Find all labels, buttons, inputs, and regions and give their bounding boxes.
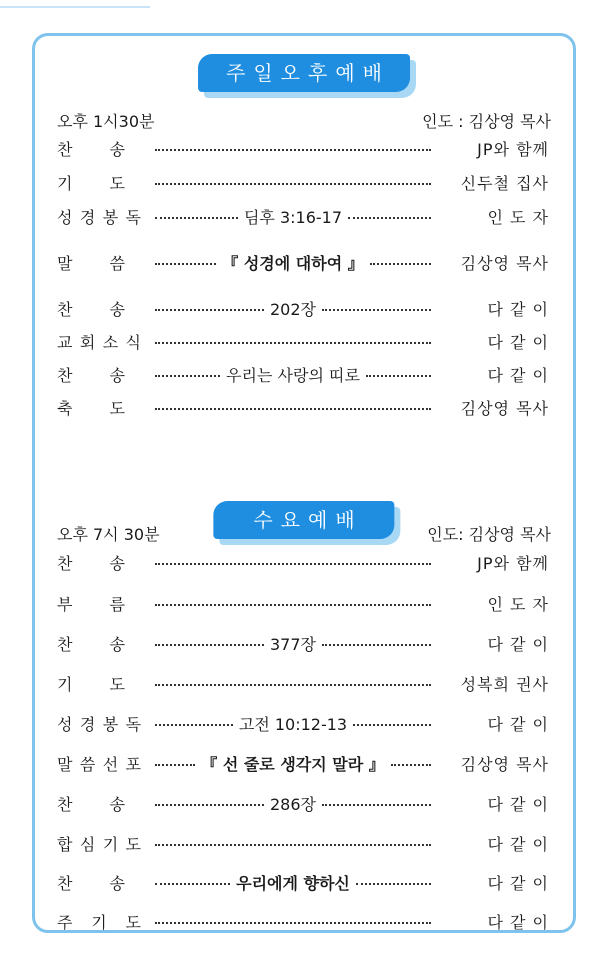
order-row — [57, 870, 549, 894]
order-item-text: 377장 — [270, 634, 316, 654]
wednesday-title: 수요예배 — [213, 501, 394, 539]
order-person: JP와 함께 — [477, 139, 549, 159]
order-label-char: 기 — [91, 912, 107, 932]
order-label-char: 찬 — [57, 553, 73, 573]
order-label — [57, 672, 147, 695]
order-content — [147, 338, 439, 344]
leader-dots — [155, 844, 431, 846]
order-row — [57, 909, 549, 933]
order-label-char: 성 — [57, 207, 73, 227]
order-label-char: 기 — [57, 173, 73, 193]
order-label — [57, 205, 147, 228]
order-label-char: 경 — [79, 714, 96, 734]
leader-dots — [356, 883, 431, 885]
leader-dots — [155, 644, 264, 646]
leader-dots — [348, 217, 431, 219]
leader-dots — [155, 309, 264, 311]
order-item-text: 『 성경에 대하여 』 — [222, 253, 364, 273]
order-row — [57, 395, 549, 419]
order-label-char: 봉 — [102, 207, 119, 227]
order-item-text: 우리에게 향하신 — [236, 873, 350, 893]
order-item-text: 딤후 3:16-17 — [243, 207, 343, 227]
leader-dots — [155, 764, 195, 766]
order-content — [147, 559, 439, 565]
order-label-char: 봉 — [102, 714, 119, 734]
order-label-char: 독 — [125, 714, 141, 734]
order-label-char: 송 — [109, 873, 125, 893]
order-label — [57, 330, 147, 353]
order-label-char: 송 — [109, 553, 125, 573]
leader-dots — [366, 375, 431, 377]
order-label-char: 송 — [109, 634, 125, 654]
order-person: 다 같 이 — [487, 834, 549, 854]
order-item-text: 고전 10:12-13 — [238, 714, 348, 734]
order-person: 신두철 집사 — [460, 173, 549, 193]
order-label — [57, 832, 147, 855]
order-person: 다 같 이 — [487, 634, 549, 654]
order-content — [147, 840, 439, 846]
order-label-char: 심 — [79, 834, 96, 854]
corner-tab — [0, 0, 150, 8]
order-item-text: 『 선 줄로 생각지 말라 』 — [201, 754, 385, 774]
order-label — [57, 712, 147, 735]
order-label-char: 찬 — [57, 139, 73, 159]
order-label — [57, 752, 147, 775]
order-label — [57, 871, 147, 894]
order-label — [57, 592, 147, 615]
order-row — [57, 831, 549, 855]
order-person: 김상영 목사 — [460, 398, 549, 418]
order-label — [57, 551, 147, 574]
order-label-char: 소 — [102, 332, 119, 352]
order-content — [147, 297, 439, 320]
order-label-char: 합 — [57, 834, 73, 854]
leader-dots — [155, 883, 230, 885]
order-content — [147, 404, 439, 410]
leader-dots — [155, 804, 264, 806]
order-row — [57, 671, 549, 695]
order-item-text: 202장 — [270, 299, 316, 319]
order-person: 다 같 이 — [487, 365, 549, 385]
order-content — [147, 680, 439, 686]
order-label-char: 도 — [109, 674, 125, 694]
order-label-char: 름 — [109, 594, 125, 614]
leader-dots — [322, 804, 431, 806]
order-label-char: 부 — [57, 594, 73, 614]
leader-dots — [155, 183, 431, 185]
order-content — [147, 251, 439, 274]
order-label-char: 축 — [57, 398, 73, 418]
order-person: JP와 함께 — [477, 553, 549, 573]
order-content — [147, 752, 439, 775]
order-content — [147, 871, 439, 894]
leader-dots — [155, 922, 431, 924]
leader-dots — [155, 375, 220, 377]
order-label-char: 송 — [109, 139, 125, 159]
leader-dots — [155, 604, 431, 606]
order-label — [57, 251, 147, 274]
order-person: 성복희 권사 — [460, 674, 549, 694]
order-row — [57, 791, 549, 815]
order-person: 인 도 자 — [487, 207, 549, 227]
afternoon-banner — [198, 54, 410, 92]
order-person: 다 같 이 — [487, 794, 549, 814]
order-person: 인 도 자 — [487, 594, 549, 614]
bulletin-card — [32, 33, 576, 933]
leader-dots — [322, 644, 431, 646]
order-row — [57, 591, 549, 615]
order-label-char: 송 — [109, 794, 125, 814]
leader-dots — [391, 764, 431, 766]
order-content — [147, 205, 439, 228]
order-label-char: 씀 — [109, 253, 125, 273]
order-label-char: 성 — [57, 714, 73, 734]
order-label-char: 경 — [79, 207, 96, 227]
afternoon-header — [57, 109, 551, 132]
order-row — [57, 136, 549, 160]
leader-dots — [370, 263, 431, 265]
leader-dots — [155, 408, 431, 410]
order-label-char: 찬 — [57, 365, 73, 385]
order-row — [57, 204, 549, 228]
leader-dots — [322, 309, 431, 311]
order-label-char: 주 — [57, 912, 73, 932]
leader-dots — [155, 263, 216, 265]
order-label-char: 찬 — [57, 794, 73, 814]
order-label — [57, 363, 147, 386]
order-row — [57, 550, 549, 574]
order-label-char: 송 — [109, 365, 125, 385]
order-label-char: 찬 — [57, 634, 73, 654]
leader-dots — [155, 563, 431, 565]
order-person: 다 같 이 — [487, 714, 549, 734]
order-item-text: 286장 — [270, 794, 316, 814]
order-label — [57, 171, 147, 194]
wednesday-header — [57, 522, 551, 545]
order-label-char: 선 — [102, 754, 119, 774]
order-label-char: 도 — [125, 834, 141, 854]
order-row — [57, 631, 549, 655]
order-label — [57, 297, 147, 320]
afternoon-time: 오후 1시30분 — [57, 112, 155, 131]
order-label-char: 교 — [57, 332, 73, 352]
leader-dots — [155, 684, 431, 686]
order-person: 김상영 목사 — [460, 253, 549, 273]
order-row — [57, 329, 549, 353]
order-content — [147, 918, 439, 924]
order-label — [57, 910, 147, 933]
order-content — [147, 632, 439, 655]
order-content — [147, 600, 439, 606]
leader-dots — [353, 724, 431, 726]
order-person: 다 같 이 — [487, 912, 549, 932]
leader-dots — [155, 724, 233, 726]
order-label-char: 찬 — [57, 299, 73, 319]
order-content — [147, 145, 439, 151]
order-label-char: 기 — [102, 834, 119, 854]
order-person: 다 같 이 — [487, 332, 549, 352]
order-content — [147, 712, 439, 735]
order-person: 다 같 이 — [487, 873, 549, 893]
order-label-char: 독 — [125, 207, 141, 227]
order-label-char: 씀 — [79, 754, 96, 774]
wednesday-time: 오후 7시 30분 — [57, 525, 160, 544]
order-label-char: 기 — [57, 674, 73, 694]
order-row — [57, 711, 549, 735]
order-label-char: 송 — [109, 299, 125, 319]
afternoon-leader: 인도 : 김상영 목사 — [422, 112, 551, 131]
order-label-char: 회 — [79, 332, 96, 352]
order-content — [147, 363, 439, 386]
order-content — [147, 179, 439, 185]
order-label — [57, 396, 147, 419]
order-label-char: 도 — [109, 398, 125, 418]
order-row — [57, 250, 549, 274]
order-label-char: 도 — [125, 912, 141, 932]
order-person: 다 같 이 — [487, 299, 549, 319]
order-label — [57, 792, 147, 815]
order-label — [57, 632, 147, 655]
order-row — [57, 362, 549, 386]
leader-dots — [155, 342, 431, 344]
leader-dots — [155, 149, 431, 151]
order-item-text: 우리는 사랑의 띠로 — [226, 365, 360, 385]
order-row — [57, 751, 549, 775]
order-label — [57, 137, 147, 160]
order-row — [57, 170, 549, 194]
wednesday-leader: 인도: 김상영 목사 — [427, 525, 551, 544]
order-label-char: 찬 — [57, 873, 73, 893]
order-label-char: 말 — [57, 754, 73, 774]
afternoon-title: 주일오후예배 — [198, 54, 410, 92]
order-content — [147, 792, 439, 815]
order-person: 김상영 목사 — [460, 754, 549, 774]
order-row — [57, 296, 549, 320]
order-label-char: 도 — [109, 173, 125, 193]
order-label-char: 말 — [57, 253, 73, 273]
leader-dots — [155, 217, 238, 219]
order-label-char: 식 — [125, 332, 141, 352]
order-label-char: 포 — [125, 754, 141, 774]
